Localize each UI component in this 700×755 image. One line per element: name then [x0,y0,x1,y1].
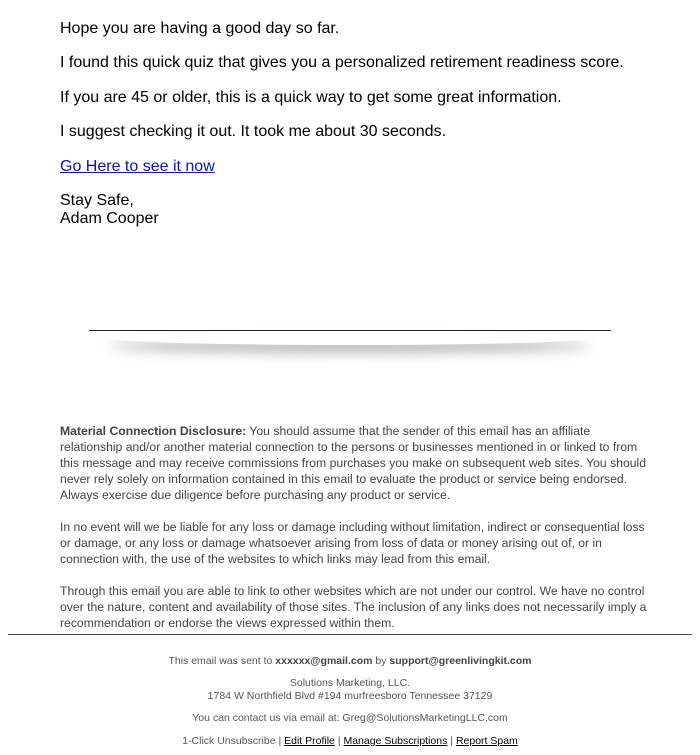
greeting-text: Hope you are having a good day so far. [60,20,340,37]
signoff-text: Stay Safe, [60,192,134,209]
separator: | [447,735,456,747]
footer-divider [8,634,692,635]
disclosure-section [60,423,650,647]
cta-link[interactable]: Go Here to see it now [60,158,215,175]
divider-line [89,330,611,331]
manage-subscriptions-link[interactable]: Manage Subscriptions [343,735,448,747]
footer-links [0,735,700,748]
disclosure-paragraph-2: In no event will we be liable for any loss or damage including without limitation, indirect or consequential loss or damage, or any loss or damage whatsoever arising from loss of data or money arising out of, or in connection with, the use of the websites to which links may lead from this email. [60,520,645,566]
disclosure-text-1: You should assume that the sender of this email has an affiliate relationship and/or another material connection to the persons or businesses mentioned in or linked to from this message and may receive commissions from purchases you make on subsequent web sites. You should never rely solely on information contained in this email to evaluate the product or service being endorsed. Always exercise due diligence before purchasing any product or service. [60,424,646,502]
signature [60,192,159,228]
recipient-email: xxxxxx@gmail.com [275,655,373,667]
contact-line: You can contact us via email at: Greg@SolutionsMarketingLLC.com [192,712,508,724]
separator: | [275,735,285,747]
company-name: Solutions Marketing, LLC. [289,677,411,689]
disclosure-paragraph-3: Through this email you are able to link to other websites which are not under our control. We have no control over the nature, content and availability of those sites. The inclusion of any links does not necessarily imply a recommendation or endorse the views expressed within them. [60,584,647,630]
disclosure-paragraph-1 [60,423,650,503]
edit-profile-link[interactable]: Edit Profile [284,735,335,747]
unsubscribe-text: 1-Click Unsubscribe [182,735,276,747]
sent-to-prefix: This email was sent to [168,655,276,667]
sent-to-line [0,655,700,668]
sender-name: Adam Cooper [60,210,159,227]
section-divider [89,330,611,350]
cta-paragraph [60,157,215,176]
divider-shadow [109,331,591,345]
report-spam-link[interactable]: Report Spam [455,735,518,747]
suggestion-text: I suggest checking it out. It took me about 30 seconds. [60,123,447,140]
quiz-intro-text: I found this quick quiz that gives you a personalized retirement readiness score. [60,54,624,71]
age-note-text: If you are 45 or older, this is a quick way to get some great information. [60,89,562,106]
company-address: 1784 W Northfield Blvd #194 murfreesboro Tennessee 37129 [207,690,493,702]
sender-email: support@greenlivingkit.com [389,655,532,667]
disclosure-heading: Material Connection Disclosure: [60,424,247,438]
separator: | [334,735,344,747]
by-text: by [372,655,390,667]
